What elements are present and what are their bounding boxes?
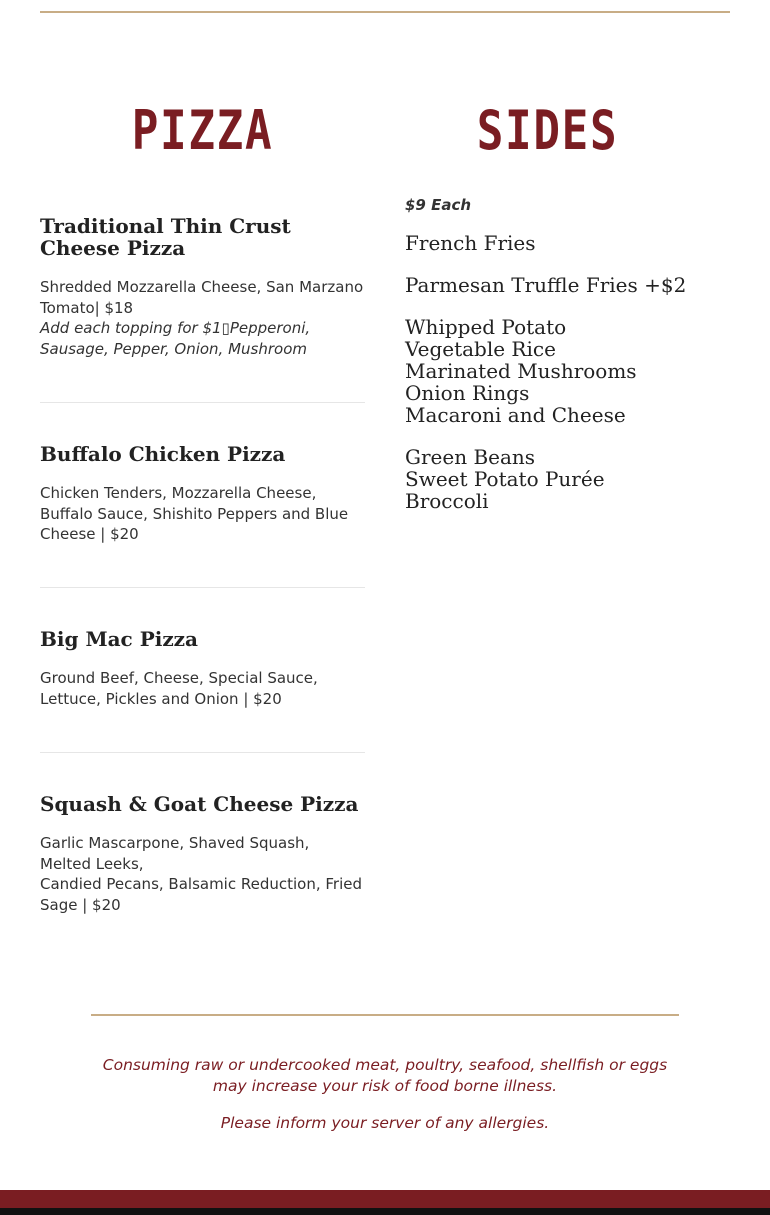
item-divider <box>40 752 365 753</box>
item-topping-note: Add each topping for $1▯Pepperoni, Sausage, Pepper, Onion, Mushroom <box>40 319 311 359</box>
sides-section <box>405 99 730 513</box>
pizza-section <box>40 99 365 915</box>
side-item: Whipped Potato <box>405 315 567 339</box>
footer-edge <box>0 1208 770 1215</box>
menu-item <box>40 215 365 360</box>
side-item: French Fries <box>405 231 536 255</box>
side-item: Sweet Potato Purée <box>405 467 605 491</box>
item-description: Candied Pecans, Balsamic Reduction, Fried Sage | $20 <box>40 875 363 915</box>
sides-price: $9 Each <box>405 196 472 214</box>
food-safety-warning: Consuming raw or undercooked meat, poultry, seafood, shellfish or eggs may increase your risk of food borne illness. <box>102 1056 668 1095</box>
bottom-divider <box>91 1014 679 1016</box>
item-title: Big Mac Pizza <box>40 627 198 651</box>
item-description: Ground Beef, Cheese, Special Sauce, Lettuce, Pickles and Onion | $20 <box>40 669 318 708</box>
item-description: Shredded Mozzarella Cheese, San Marzano Tomato| $18 <box>40 278 364 317</box>
item-description: Chicken Tenders, Mozzarella Cheese, Buffalo Sauce, Shishito Peppers and Blue Cheese | $20 <box>40 484 349 544</box>
pizza-heading: PIZZA <box>131 99 274 162</box>
menu-item <box>40 793 365 916</box>
allergy-notice: Please inform your server of any allergies. <box>220 1114 550 1132</box>
top-divider <box>40 11 730 13</box>
side-item: Broccoli <box>405 489 489 513</box>
item-divider <box>40 402 365 403</box>
menu-item <box>40 628 365 709</box>
side-item: Marinated Mushrooms <box>405 359 637 383</box>
footer-bar <box>0 1190 770 1208</box>
side-item: Green Beans <box>405 445 536 469</box>
side-item: Macaroni and Cheese <box>405 403 626 427</box>
menu-item <box>40 443 365 545</box>
side-item: Vegetable Rice <box>405 337 556 361</box>
side-item: Parmesan Truffle Fries +$2 <box>405 273 687 297</box>
item-title: Traditional Thin Crust Cheese Pizza <box>40 214 291 260</box>
item-title: Squash & Goat Cheese Pizza <box>40 792 359 816</box>
item-description: Garlic Mascarpone, Shaved Squash, Melted Leeks, <box>40 834 310 873</box>
sides-heading: SIDES <box>476 99 619 162</box>
item-divider <box>40 587 365 588</box>
side-item: Onion Rings <box>405 381 530 405</box>
item-title: Buffalo Chicken Pizza <box>40 442 286 466</box>
